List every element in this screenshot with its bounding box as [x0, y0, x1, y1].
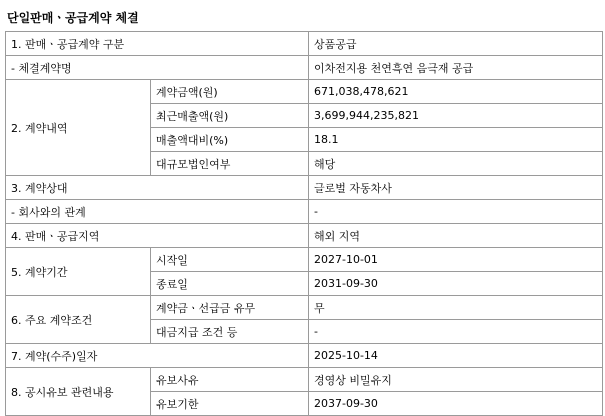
- sales-ratio-value: 18.1: [309, 128, 603, 152]
- supply-region-value: 해외 지역: [309, 224, 603, 248]
- contract-amount-label: 계약금액(원): [151, 80, 309, 104]
- advance-payment-label: 계약금ㆍ선급금 유무: [151, 296, 309, 320]
- recent-sales-label: 최근매출액(원): [151, 104, 309, 128]
- counterparty-label: 3. 계약상대: [6, 176, 309, 200]
- sales-ratio-label: 매출액대비(%): [151, 128, 309, 152]
- supply-region-label: 4. 판매ㆍ공급지역: [6, 224, 309, 248]
- period-start-value: 2027-10-01: [309, 248, 603, 272]
- row-supply-region: [6, 224, 603, 248]
- page-title: 단일판매ㆍ공급계약 체결: [7, 11, 139, 25]
- deferral-deadline-value: 2037-09-30: [309, 392, 603, 416]
- large-corp-value: 해당: [309, 152, 603, 176]
- contract-date-value: 2025-10-14: [309, 344, 603, 368]
- contract-amount-value: 671,038,478,621: [309, 80, 603, 104]
- period-end-label: 종료일: [151, 272, 309, 296]
- row-counterparty: [6, 176, 603, 200]
- row-advance-payment: [6, 296, 603, 320]
- contract-category-label: 1. 판매ㆍ공급계약 구분: [6, 32, 309, 56]
- row-contract-category: [6, 32, 603, 56]
- row-contract-name: [6, 56, 603, 80]
- deferral-reason-value: 경영상 비밀유지: [309, 368, 603, 392]
- period-start-label: 시작일: [151, 248, 309, 272]
- main-terms-label: 6. 주요 계약조건: [6, 296, 151, 344]
- company-relation-value: -: [309, 200, 603, 224]
- period-end-value: 2031-09-30: [309, 272, 603, 296]
- advance-payment-value: 무: [309, 296, 603, 320]
- contract-period-label: 5. 계약기간: [6, 248, 151, 296]
- row-company-relation: [6, 200, 603, 224]
- contract-name-label: - 체결계약명: [6, 56, 309, 80]
- company-relation-label: - 회사와의 관계: [6, 200, 309, 224]
- counterparty-value: 글로벌 자동차사: [309, 176, 603, 200]
- deferral-label: 8. 공시유보 관련내용: [6, 368, 151, 416]
- row-period-start: [6, 248, 603, 272]
- contract-details-label: 2. 계약내역: [6, 80, 151, 176]
- recent-sales-value: 3,699,944,235,821: [309, 104, 603, 128]
- deferral-reason-label: 유보사유: [151, 368, 309, 392]
- contract-name-value: 이차전지용 천연흑연 음극재 공급: [309, 56, 603, 80]
- contract-date-label: 7. 계약(수주)일자: [6, 344, 309, 368]
- contract-category-value: 상품공급: [309, 32, 603, 56]
- disclosure-table: [5, 31, 603, 416]
- deferral-deadline-label: 유보기한: [151, 392, 309, 416]
- row-contract-date: [6, 344, 603, 368]
- row-contract-amount: [6, 80, 603, 104]
- row-deferral-reason: [6, 368, 603, 392]
- payment-terms-label: 대금지급 조건 등: [151, 320, 309, 344]
- large-corp-label: 대규모법인여부: [151, 152, 309, 176]
- payment-terms-value: -: [309, 320, 603, 344]
